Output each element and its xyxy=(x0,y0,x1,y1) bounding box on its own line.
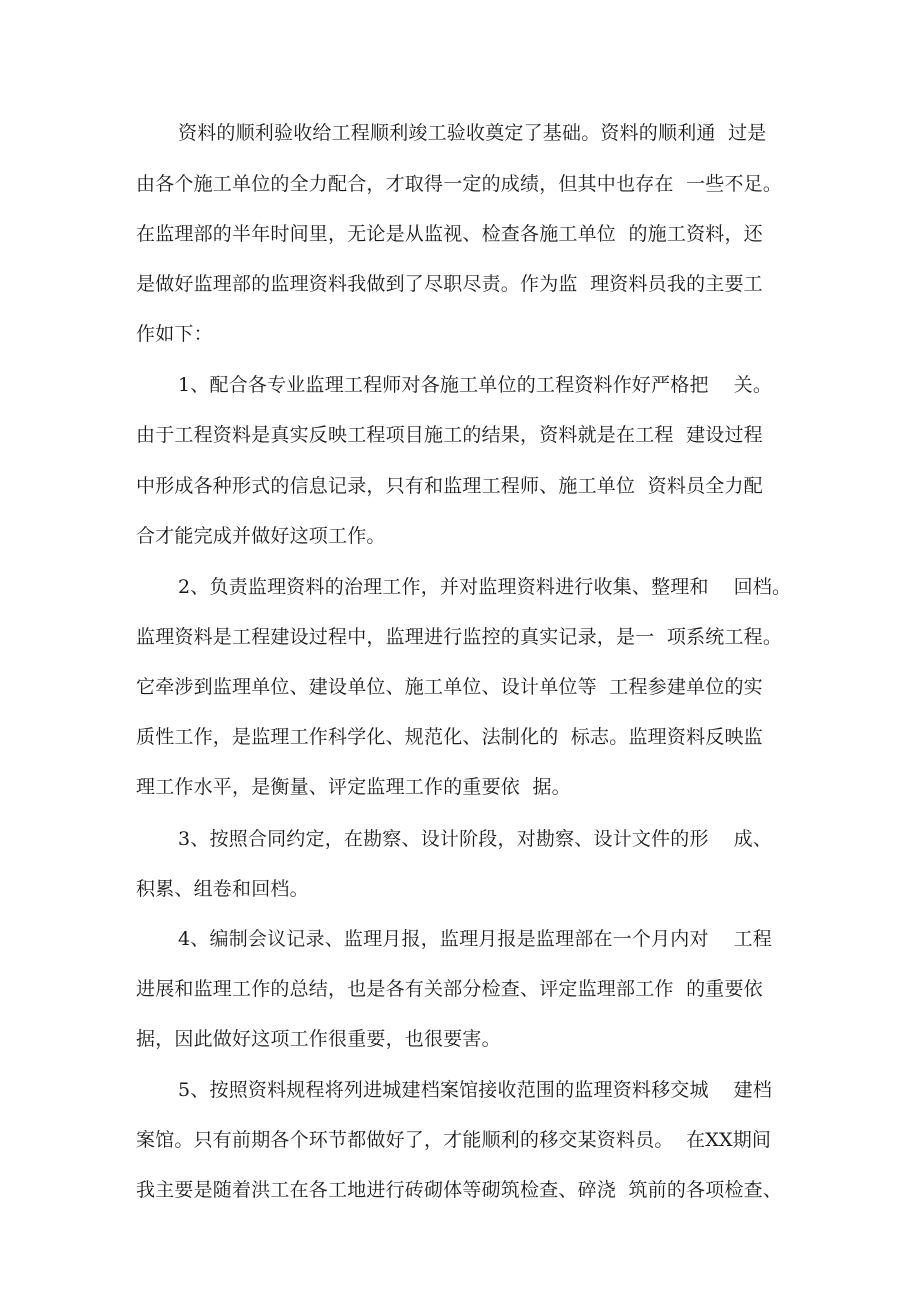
text-line: 5、按照资料规程将列进城建档案馆接收范围的监理资料移交城 建档 xyxy=(178,1079,773,1101)
text-line: 作如下： xyxy=(136,323,213,345)
text-line: 在监理部的半年时间里，无论是从监视、检查各施工单位 的施工资料，还 xyxy=(136,223,763,245)
text-line: 是做好监理部的监理资料我做到了尽职尽责。作为监 理资料员我的主要工 xyxy=(136,273,763,295)
text-line: 资料的顺利验收给工程顺利竣工验收奠定了基础。资料的顺利通 过是 xyxy=(178,122,767,144)
text-line: 案馆。只有前期各个环节都做好了，才能顺利的移交某资料员。 在XX期间 xyxy=(136,1129,772,1151)
text-line: 积累、组卷和回档。 xyxy=(136,878,309,900)
text-line: 由于工程资料是真实反映工程项目施工的结果，资料就是在工程 建设过程 xyxy=(136,424,763,446)
text-line: 理工作水平，是衡量、评定监理工作的重要依 据。 xyxy=(136,776,571,798)
text-line: 它牵涉到监理单位、建设单位、施工单位、设计单位等 工程参建单位的实 xyxy=(136,676,763,698)
text-line: 我主要是随着洪工在各工地进行砖砌体等砌筑检查、碎浇 筑前的各项检查、 xyxy=(136,1179,783,1201)
text-line: 监理资料是工程建设过程中，监理进行监控的真实记录，是一 项系统工程。 xyxy=(136,626,783,648)
text-line: 2、负责监理资料的治理工作，并对监理资料进行收集、整理和 回档。 xyxy=(178,576,792,598)
text-line: 中形成各种形式的信息记录，只有和监理工程师、施工单位 资料员全力配 xyxy=(136,475,763,497)
text-line: 合才能完成并做好这项工作。 xyxy=(136,525,386,547)
text-line: 由各个施工单位的全力配合，才取得一定的成绩，但其中也存在 一些不足。 xyxy=(136,173,783,195)
text-line: 进展和监理工作的总结，也是各有关部分检查、评定监理部工作 的重要依 xyxy=(136,978,763,1000)
text-line: 1、配合各专业监理工程师对各施工单位的工程资料作好严格把 关。 xyxy=(178,374,773,396)
text-line: 据，因此做好这项工作很重要，也很要害。 xyxy=(136,1028,501,1050)
text-line: 3、按照合同约定，在勘察、设计阶段，对勘察、设计文件的形 成、 xyxy=(178,828,773,850)
text-line: 质性工作，是监理工作科学化、规范化、法制化的 标志。监理资料反映监 xyxy=(136,726,763,748)
text-line: 4、编制会议记录、监理月报，监理月报是监理部在一个月内对 工程 xyxy=(178,928,773,950)
